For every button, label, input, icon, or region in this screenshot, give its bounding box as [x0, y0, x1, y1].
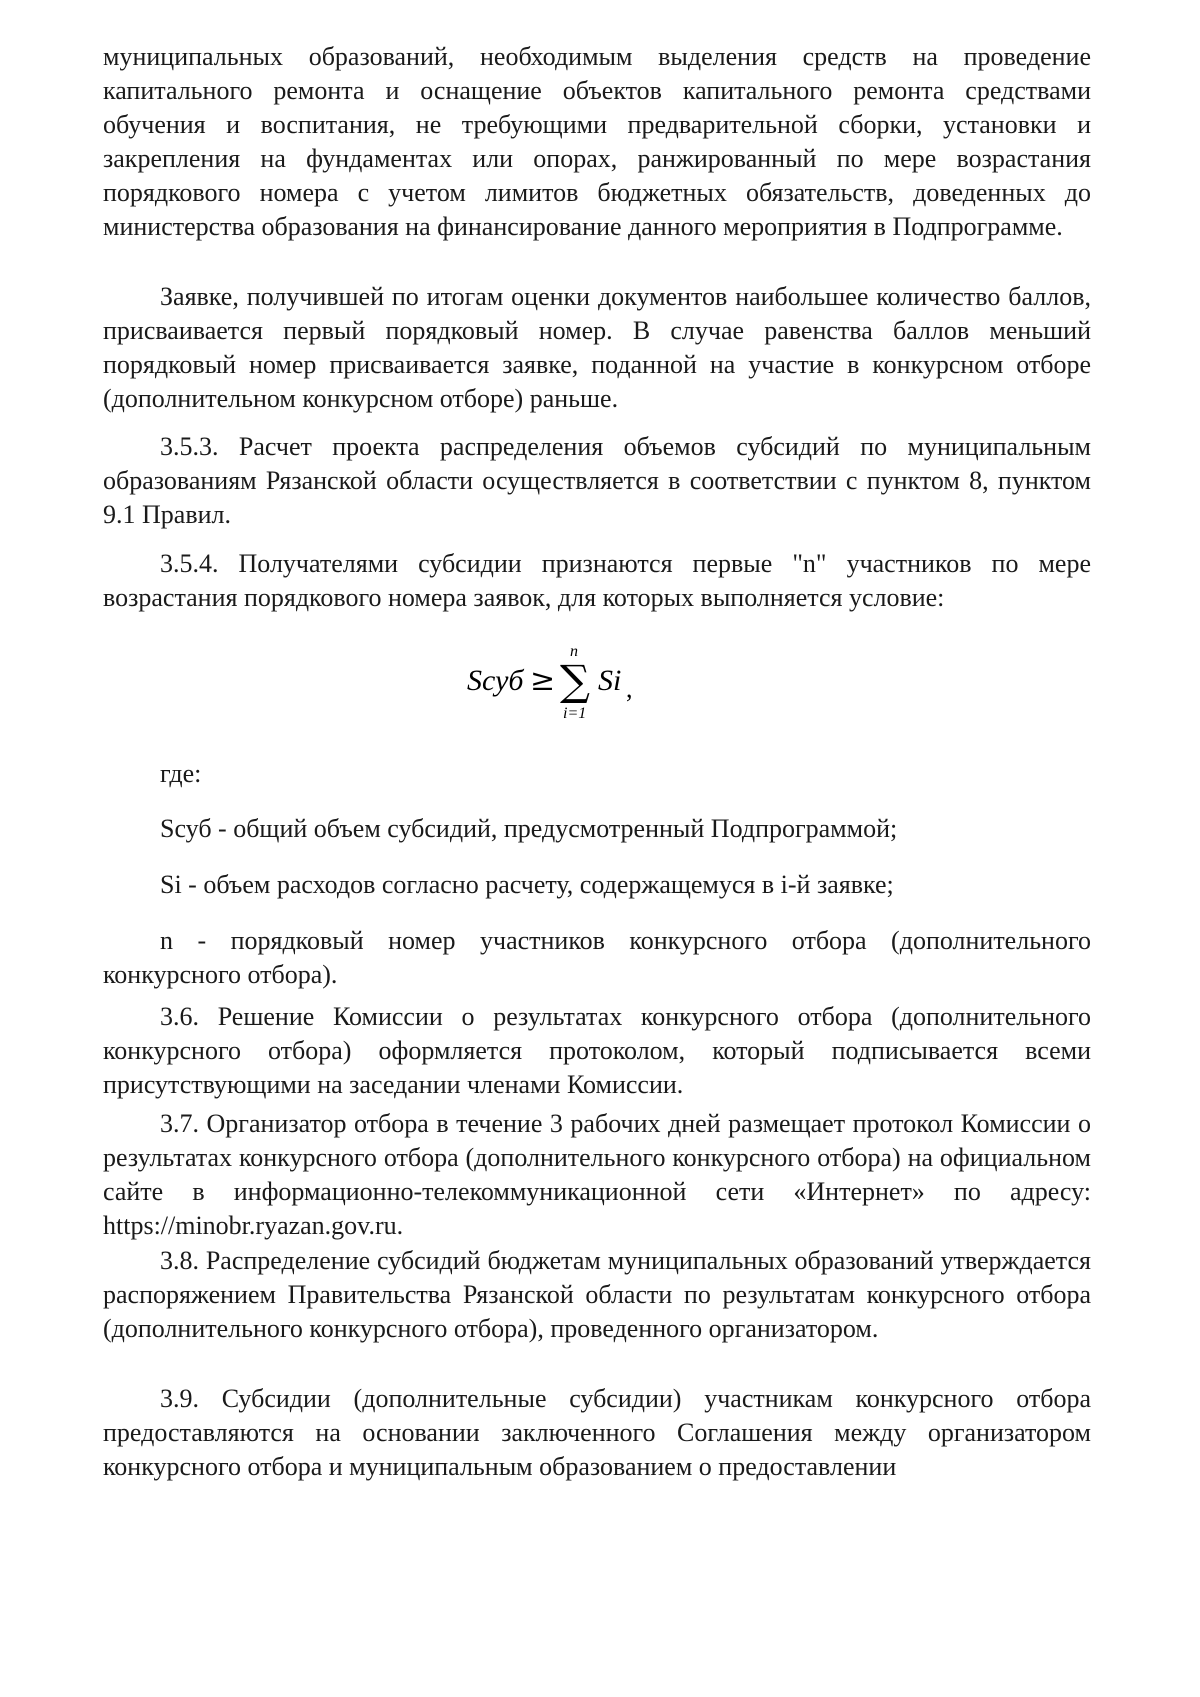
where-label: где:: [160, 759, 202, 788]
paragraph-intro: муниципальных образований, необходимым выделения средств на проведение капитального ремонта и оснащение объектов капитального ремонта средствами обучения и воспитания, не требующими предварительной сборки, установки и закрепления на фундаментах или опорах, ранжированный по мере возрастания порядкового номера с учетом лимитов бюджетных обязательств, доведенных до министерства образования на финансирование данного мероприятия в Подпрограмме.: [103, 42, 1091, 241]
formula-lower-limit: i=1: [563, 705, 587, 722]
formula-lhs: Sсуб: [467, 664, 524, 697]
formula-term: Si: [598, 664, 622, 697]
paragraph-3-5-3: 3.5.3. Расчет проекта распределения объемов субсидий по муниципальным образованиям Рязанской области осуществляется в соответствии с пунктом 8, пунктом 9.1 Правил.: [103, 432, 1091, 529]
definition-scub: Sсуб - общий объем субсидий, предусмотренный Подпрограммой;: [160, 814, 898, 843]
paragraph-3-5-4: 3.5.4. Получателями субсидии признаются первые "n" участников по мере возрастания порядкового номера заявок, для которых выполняется условие:: [103, 549, 1091, 612]
formula-relation: ≥: [530, 663, 556, 698]
paragraph-3-6: 3.6. Решение Комиссии о результатах конкурсного отбора (дополнительного конкурсного отбора) оформляется протоколом, который подписывается всеми присутствующими на заседании членами Комиссии.: [103, 1002, 1091, 1099]
formula-trailing-comma: ,: [626, 674, 633, 703]
definition-n: n - порядковый номер участников конкурсного отбора (дополнительного конкурсного отбора).: [103, 926, 1091, 989]
paragraph-3-8: 3.8. Распределение субсидий бюджетам муниципальных образований утверждается распоряжением Правительства Рязанской области по результатам конкурсного отбора (дополнительного конкурсного отбора), проведенного организатором.: [103, 1246, 1091, 1343]
formula-sum-sign: ∑: [560, 656, 590, 705]
paragraph-3-9: 3.9. Субсидии (дополнительные субсидии) участникам конкурсного отбора предоставляются на основании заключенного Соглашения между организатором конкурсного отбора и муниципальным образованием о предоставлении: [103, 1384, 1091, 1481]
definition-si: Si - объем расходов согласно расчету, содержащемуся в i-й заявке;: [160, 870, 894, 899]
formula-upper-limit: n: [570, 643, 578, 660]
paragraph-3-7: 3.7. Организатор отбора в течение 3 рабочих дней размещает протокол Комиссии о результатах конкурсного отбора (дополнительного конкурсного отбора) на официальном сайте в информационно-телекоммуникационной сети «Интернет» по адресу: https://minobr.ryazan.gov.ru.: [103, 1109, 1091, 1240]
paragraph-order: Заявке, получившей по итогам оценки документов наибольшее количество баллов, присваивается первый порядковый номер. В случае равенства баллов меньший порядковый номер присваивается заявке, поданной на участие в конкурсном отборе (дополнительном конкурсном отборе) раньше.: [103, 282, 1091, 413]
